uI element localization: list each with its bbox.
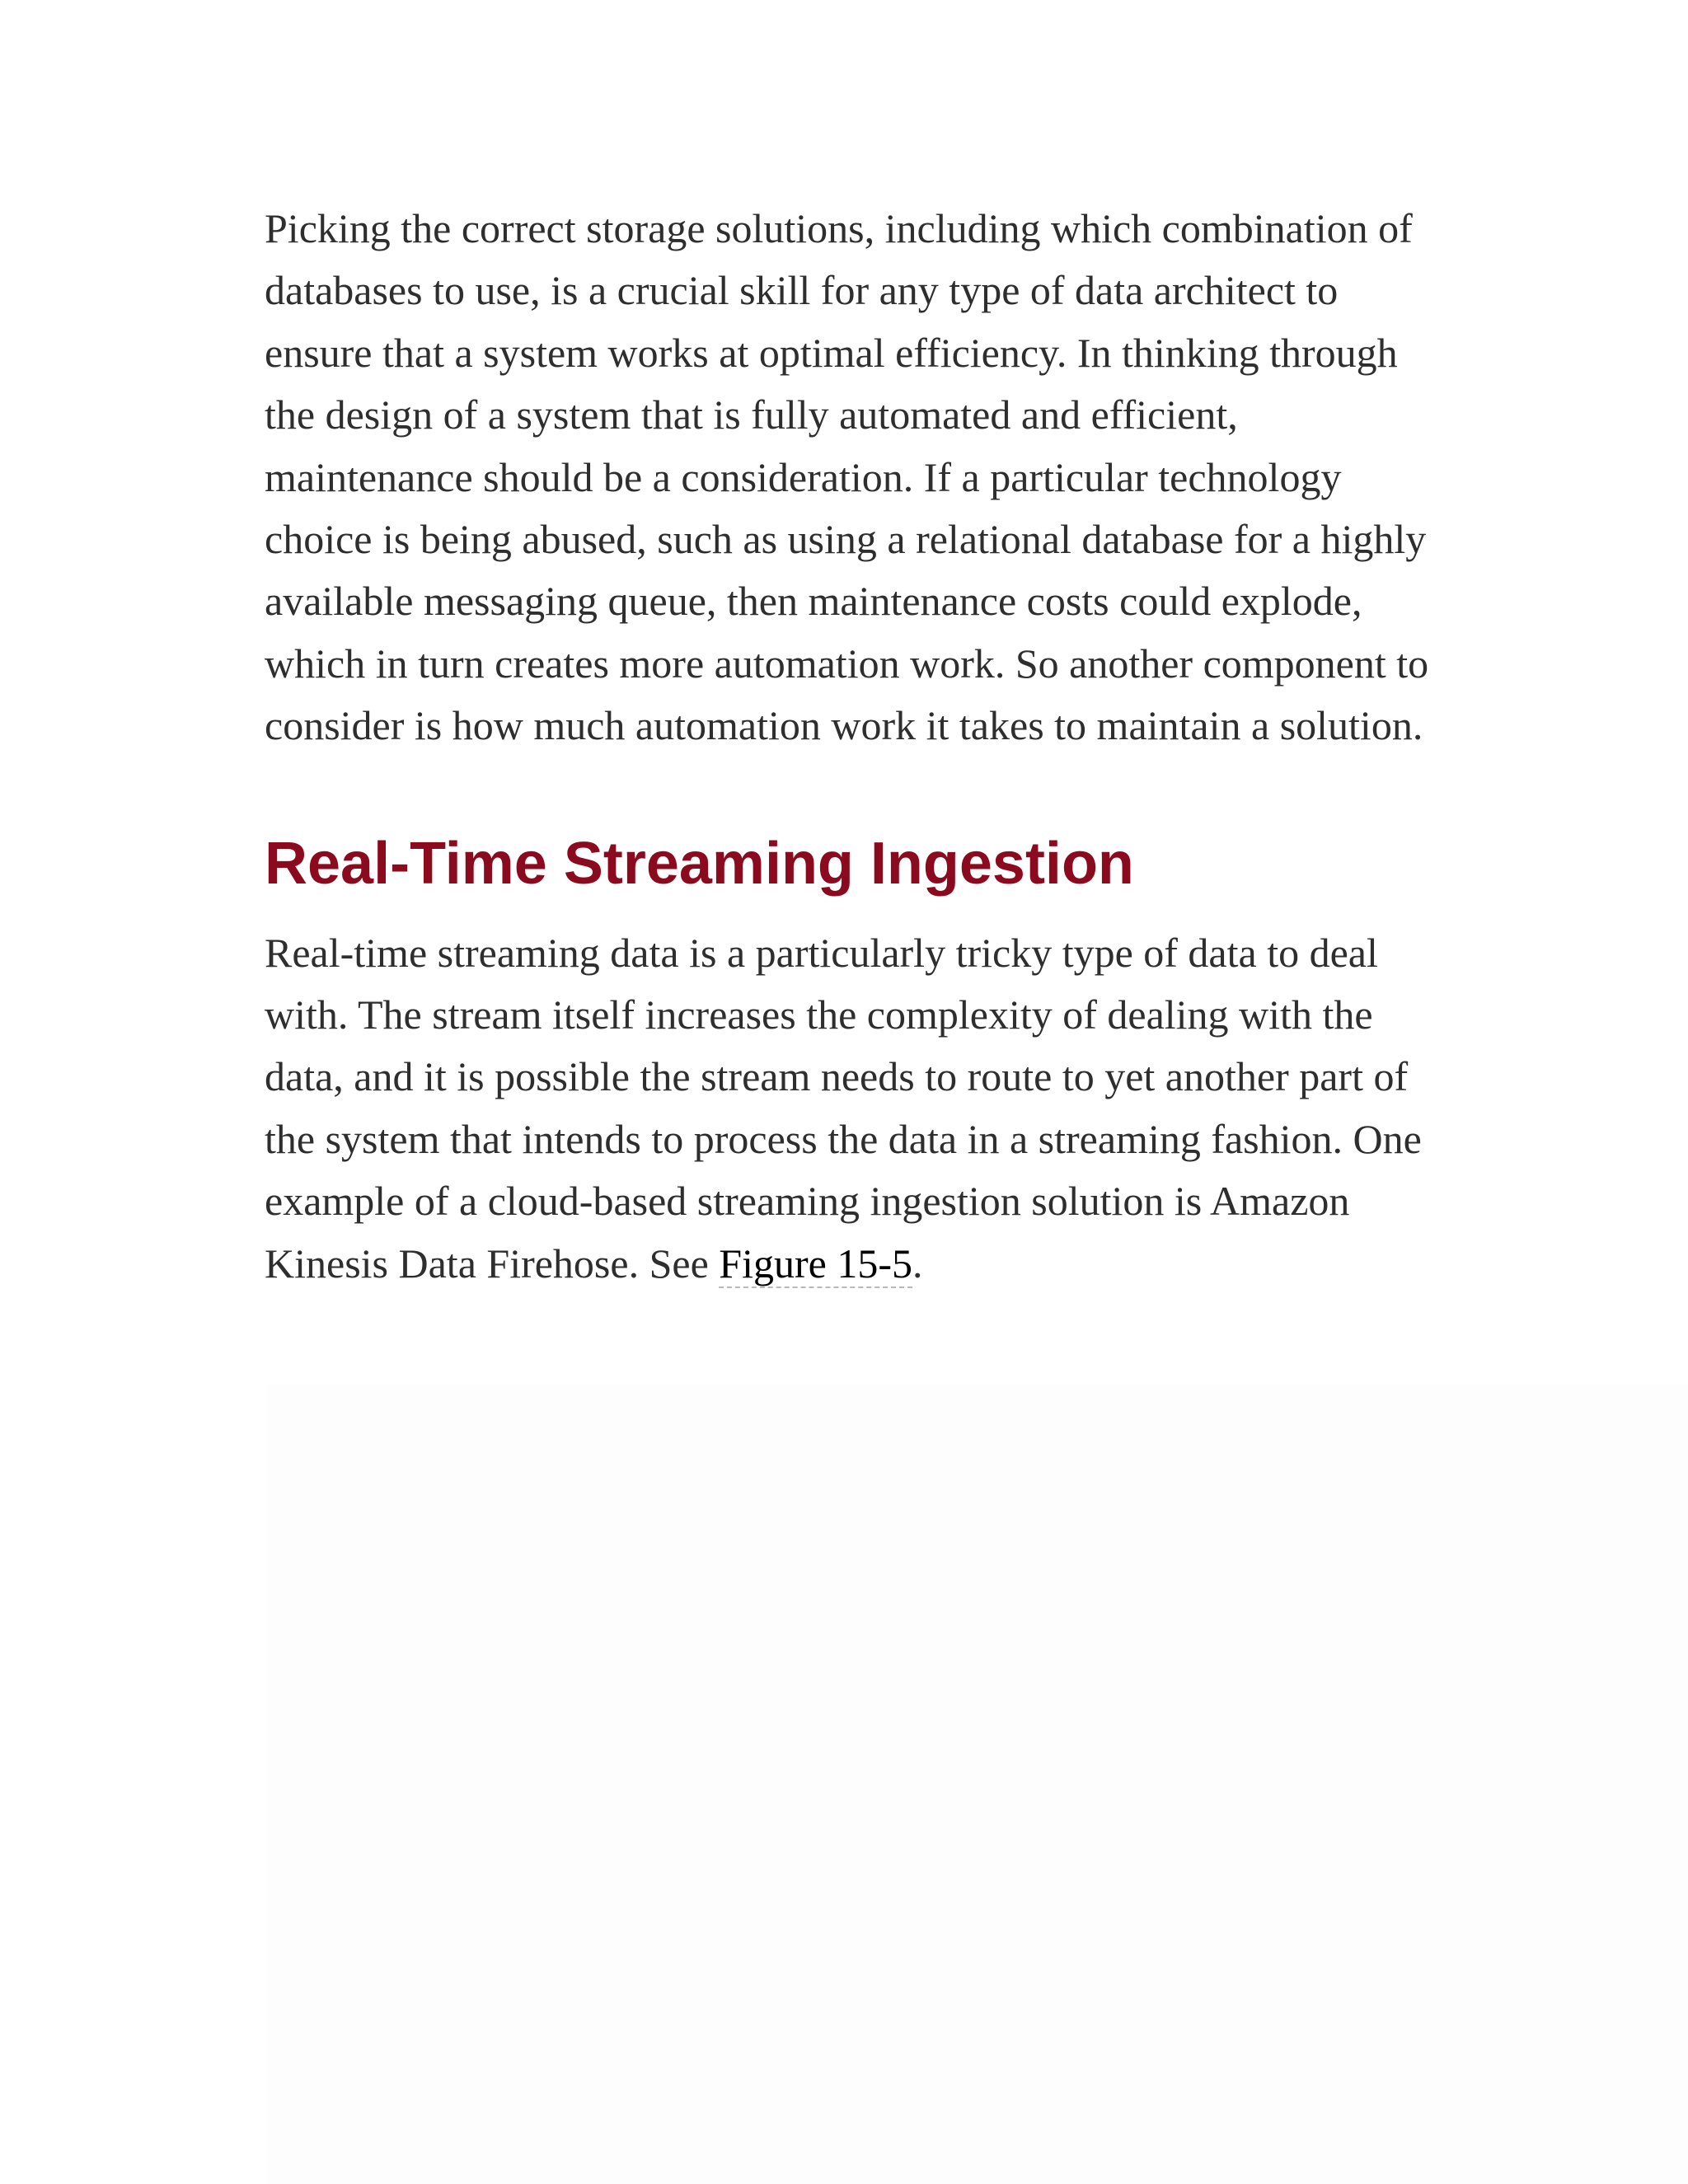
streaming-paragraph-text: Real-time streaming data is a particularly tricky type of data to deal with. The stream itself increases the complexity of dealing with the data, and it is possible the stream needs to route to yet another part of the system that intends to process the data in a streaming fashion. One example of a cloud-based streaming ingestion solution is Amazon Kinesis Data Firehose. See: [265, 929, 1422, 1286]
paragraph-end-punctuation: .: [912, 1240, 923, 1286]
section-heading: Real-Time Streaming Ingestion: [265, 830, 1134, 897]
page-background: [265, 1385, 1688, 2184]
streaming-ingestion-paragraph: [265, 922, 1435, 1295]
storage-solutions-paragraph: Picking the correct storage solutions, including which combination of databases to use, is a crucial skill for any type of data architect to ensure that a system works at optimal efficiency. In thinking through the design of a system that is fully automated and efficient, maintenance should be a consideration. If a particular technology choice is being abused, such as using a relational database for a highly available messaging queue, then maintenance costs could explode, which in turn creates more automation work. So another component to consider is how much automation work it takes to maintain a solution.: [265, 205, 1429, 749]
figure-15-5-link[interactable]: Figure 15-5: [719, 1240, 912, 1286]
book-content: [265, 198, 1435, 1295]
